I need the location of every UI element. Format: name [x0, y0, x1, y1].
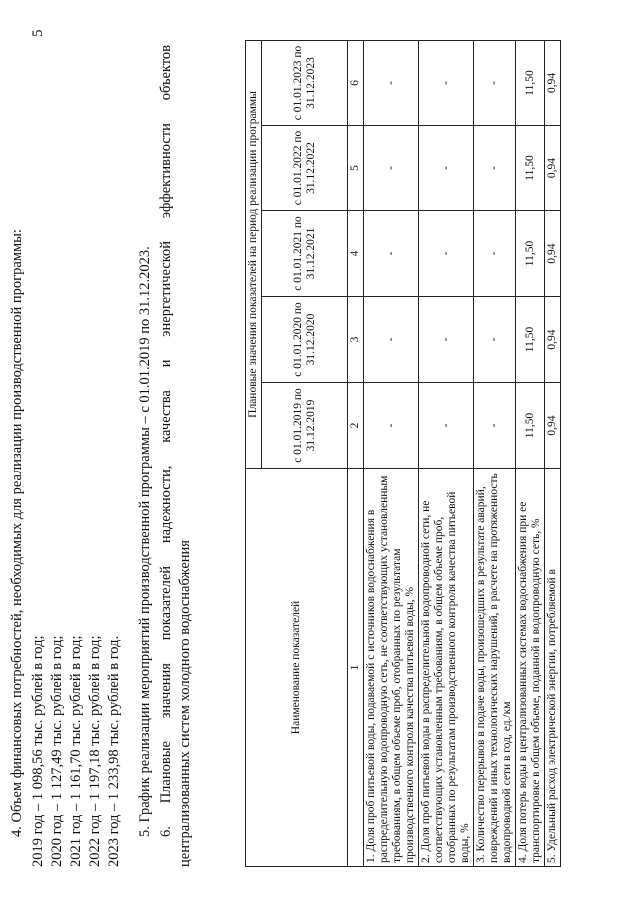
indicator-name: 2. Доля проб питьевой воды в распределительной водопроводной сети, не соответствующих установленным требованиям, в общем объеме проб, отобранных по результатам производственного контроля качества питьевой воды, % [419, 469, 474, 867]
section-6-heading: 6. Плановые значения показателей надежности, качества и энергетической эффективности объектов [158, 45, 174, 837]
indicator-name: 4. Доля потерь воды в централизованных системах водоснабжения при ее транспортировке в общем объеме, поданной в водопроводную сеть, % [516, 469, 545, 867]
column-number-6: 6 [348, 40, 364, 125]
finance-year-2023: 2023 год – 1 233,98 тыс. рублей в год. [106, 635, 122, 867]
section-6-heading-cont: централизованных систем холодного водоснабжения [177, 540, 193, 867]
indicator-value: 0,94 [545, 383, 561, 469]
indicator-value: 11,50 [516, 126, 545, 211]
indicators-table [245, 40, 561, 867]
indicator-value: 11,50 [516, 297, 545, 383]
column-number-5: 5 [348, 126, 364, 211]
indicator-value: 11,50 [516, 40, 545, 125]
indicator-value: - [474, 40, 516, 125]
header-period-2022: с 01.01.2022 по 31.12.2022 [262, 126, 348, 211]
table-row [364, 40, 419, 866]
indicator-value: - [364, 126, 419, 211]
finance-year-2021: 2021 год – 1 161,70 тыс. рублей в год; [68, 635, 84, 867]
indicator-value: 0,94 [545, 297, 561, 383]
table-row [419, 40, 474, 866]
indicator-value: 11,50 [516, 383, 545, 469]
column-number-2: 2 [348, 383, 364, 469]
indicator-value: - [474, 383, 516, 469]
indicator-value: 0,94 [545, 40, 561, 125]
header-indicator-name: Наименование показателей [246, 469, 348, 867]
indicator-value: - [419, 211, 474, 297]
indicator-value: - [419, 40, 474, 125]
indicator-name: 3. Количество перерывов в подаче воды, произошедших в результате аварий, повреждений и иных технологических нарушений, в расчете на протяженность водопроводной сети в год, ед./км [474, 469, 516, 867]
indicator-value: - [419, 297, 474, 383]
indicator-value: 0,94 [545, 211, 561, 297]
column-number-3: 3 [348, 297, 364, 383]
header-period-2023: с 01.01.2023 по 31.12.2023 [262, 40, 348, 125]
header-period-2019: с 01.01.2019 по 31.12.2019 [262, 383, 348, 469]
page-number: 5 [30, 29, 46, 37]
indicator-value: - [364, 211, 419, 297]
header-period-2020: с 01.01.2020 по 31.12.2020 [262, 297, 348, 383]
indicator-value: - [474, 126, 516, 211]
indicator-value: - [419, 126, 474, 211]
column-number-1: 1 [348, 469, 364, 867]
column-number-4: 4 [348, 211, 364, 297]
header-period-2021: с 01.01.2021 по 31.12.2021 [262, 211, 348, 297]
indicator-value: - [364, 297, 419, 383]
finance-year-2020: 2020 год – 1 127,49 тыс. рублей в год; [49, 635, 65, 867]
indicator-value: - [474, 211, 516, 297]
indicator-name: 5. Удельный расход электрической энергии, потребляемой в [545, 469, 561, 867]
indicator-value: - [364, 40, 419, 125]
finance-year-2019: 2019 год – 1 098,56 тыс. рублей в год; [30, 635, 46, 867]
indicator-value: - [474, 297, 516, 383]
section-4-heading: 4. Объем финансовых потребностей, необходимых для реализации производственной программы: [9, 229, 25, 837]
header-plan-values: Плановые значения показателей на период реализации программы [246, 40, 262, 468]
table-row [545, 40, 561, 866]
table-row [516, 40, 545, 866]
indicator-name: 1. Доля проб питьевой воды, подаваемой с источников водоснабжения в распределительную водопроводную сеть, не соответствующих установленным требованиям, в общем объеме проб, отобранных по результатам производственного контроля качества питьевой воды, % [364, 469, 419, 867]
indicator-value: 11,50 [516, 211, 545, 297]
finance-year-2022: 2022 год – 1 197,18 тыс. рублей в год; [87, 635, 103, 867]
table-row [474, 40, 516, 866]
indicator-value: 0,94 [545, 126, 561, 211]
indicator-value: - [419, 383, 474, 469]
indicator-value: - [364, 383, 419, 469]
section-5-schedule: 5. График реализации мероприятий производственной программы – с 01.01.2019 по 31.12.2023. [137, 246, 153, 837]
